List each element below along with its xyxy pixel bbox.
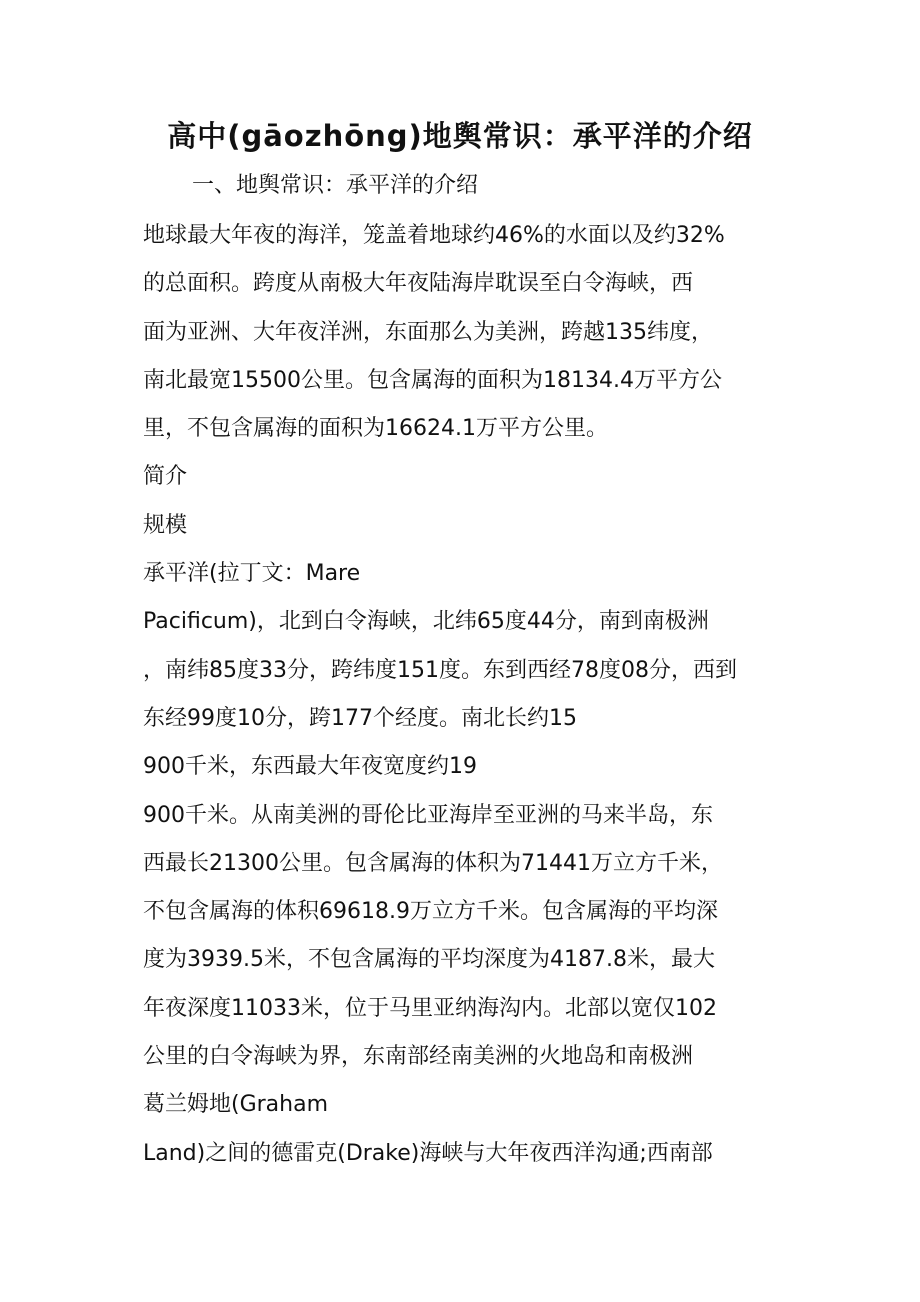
section-heading: 一、地舆常识：承平洋的介绍 (192, 173, 479, 198)
body-line: 承平洋(拉丁文：Mare (143, 561, 361, 587)
body-line: 葛兰姆地(Graham (143, 1092, 329, 1118)
body-line: 度为3939.5米，不包含属海的平均深度为4187.8米，最大 (143, 947, 715, 973)
body-line: 里，不包含属海的面积为16624.1万平方公里。 (143, 416, 608, 442)
body-line: 900千米，东西最大年夜宽度约19 (143, 754, 477, 780)
body-line: 不包含属海的体积69618.9万立方千米。包含属海的平均深 (143, 899, 718, 925)
body-line: 南北最宽15500公里。包含属海的面积为18134.4万平方公 (143, 367, 722, 393)
body-line: 东经99度10分，跨177个经度。南北长约15 (143, 705, 577, 731)
body-line: Land)之间的德雷克(Drake)海峡与大年夜西洋沟通;西南部 (143, 1140, 713, 1166)
document-title: 高中(gāozhōng)地舆常识：承平洋的介绍 (167, 119, 753, 153)
heading-intro: 简介 (143, 464, 188, 490)
body-line: 年夜深度11033米，位于马里亚纳海沟内。北部以宽仅102 (143, 995, 717, 1021)
body-line: ，南纬85度33分，跨纬度151度。东到西经78度08分，西到 (143, 657, 737, 683)
body-line: 面为亚洲、大年夜洋洲，东面那么为美洲，跨越135纬度， (143, 319, 713, 345)
document-body (143, 212, 783, 1178)
heading-scale: 规模 (143, 512, 188, 538)
body-line: 900千米。从南美洲的哥伦比亚海岸至亚洲的马来半岛，东 (143, 802, 713, 828)
body-line: 地球最大年夜的海洋，笼盖着地球约46%的水面以及约32% (143, 223, 725, 248)
body-line: 公里的白令海峡为界，东南部经南美洲的火地岛和南极洲 (143, 1044, 694, 1070)
body-line: 西最长21300公里。包含属海的体积为71441万立方千米， (143, 850, 723, 876)
body-line: Pacificum)，北到白令海峡，北纬65度44分，南到南极洲 (143, 609, 709, 635)
body-line: 的总面积。跨度从南极大年夜陆海岸耽误至白令海峡，西 (143, 271, 694, 297)
